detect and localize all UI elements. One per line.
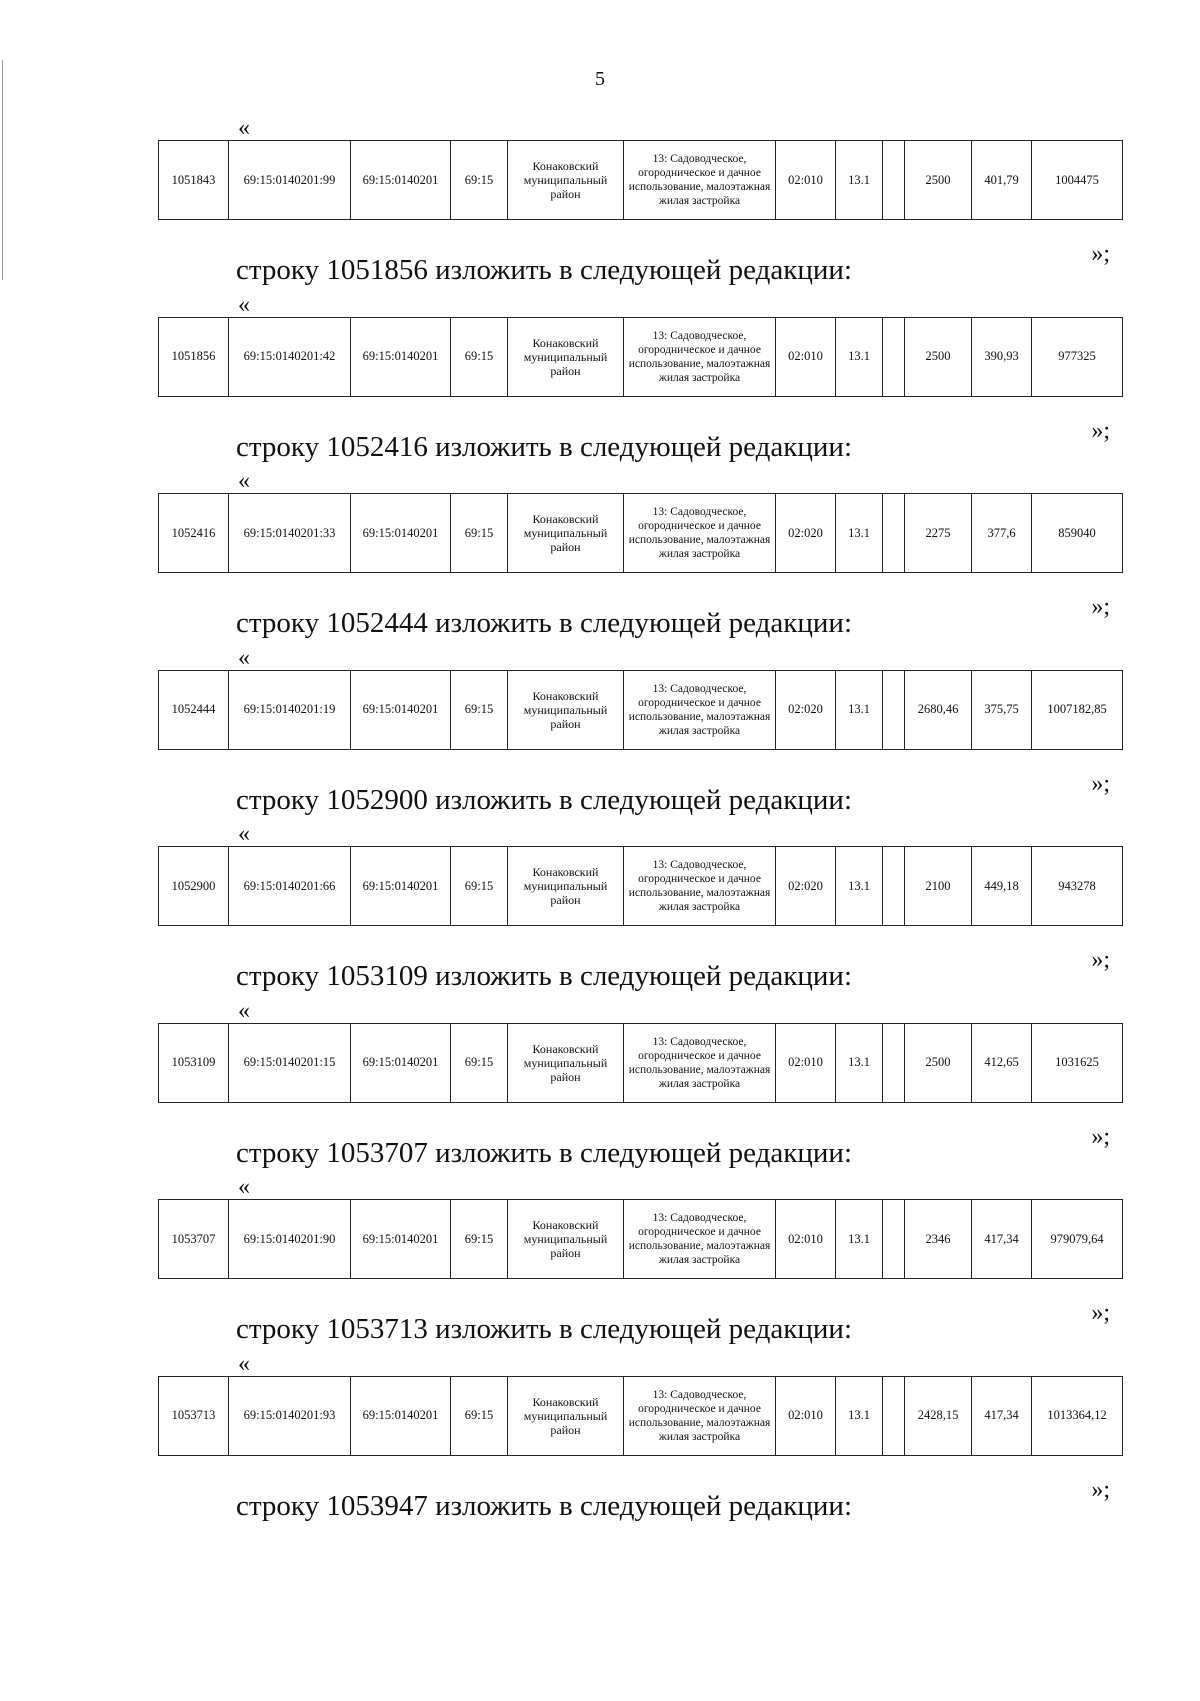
close-quote: »; — [1091, 947, 1110, 973]
cell-group: 13.1 — [836, 847, 883, 926]
cell-empty — [883, 317, 905, 396]
cell-cadastral-quarter: 69:15:0140201 — [351, 1200, 451, 1279]
registry-row-table — [158, 1023, 1123, 1103]
cell-group: 13.1 — [836, 494, 883, 573]
close-quote: »; — [1091, 770, 1110, 797]
registry-row-table — [158, 670, 1123, 750]
cell-cadastral-quarter: 69:15:0140201 — [351, 317, 451, 396]
cell-district-code: 69:15 — [451, 1023, 508, 1102]
table-row — [159, 141, 1123, 220]
cell-empty — [883, 1200, 905, 1279]
amendment-instruction: строку 1052900 изложить в следующей редакции: — [236, 783, 852, 816]
open-quote: « — [238, 644, 250, 671]
amendment-instruction: строку 1051856 изложить в следующей редакции: — [236, 254, 852, 286]
amendment-block — [0, 293, 1200, 469]
cell-specific-value: 412,65 — [972, 1023, 1032, 1102]
cell-empty — [883, 141, 905, 220]
cell-zone-code: 02:020 — [776, 494, 836, 573]
cell-zone-code: 02:020 — [776, 670, 836, 749]
amendment-block — [0, 469, 1200, 645]
cell-cadastral-number: 69:15:0140201:42 — [229, 317, 351, 396]
cell-row-id: 1052900 — [159, 847, 229, 926]
close-quote: »; — [1091, 417, 1110, 444]
amendment-block — [0, 116, 1200, 292]
open-quote: « — [238, 291, 250, 318]
cell-group: 13.1 — [836, 1200, 883, 1279]
cell-district: Конаковский муниципальный район — [508, 847, 624, 926]
open-quote: « — [238, 1350, 250, 1377]
cell-district: Конаковский муниципальный район — [508, 141, 624, 220]
cell-cadastral-number: 69:15:0140201:15 — [229, 1023, 351, 1102]
cell-cadastral-quarter: 69:15:0140201 — [351, 1023, 451, 1102]
page-number: 5 — [595, 68, 605, 90]
table-row — [159, 494, 1123, 573]
table-row — [159, 317, 1123, 396]
cell-purpose: 13: Садоводческое, огородническое и дачное использование, малоэтажная жилая застройка — [624, 847, 776, 926]
table-row — [159, 1023, 1123, 1102]
cell-cadastral-number: 69:15:0140201:93 — [229, 1376, 351, 1455]
registry-row-table — [158, 317, 1123, 397]
registry-row-table — [158, 493, 1123, 573]
close-quote: »; — [1091, 594, 1110, 620]
amendment-block — [0, 646, 1200, 822]
cell-purpose: 13: Садоводческое, огородническое и дачное использование, малоэтажная жилая застройка — [624, 494, 776, 573]
cell-cadastral-value: 979079,64 — [1032, 1200, 1123, 1279]
cell-empty — [883, 494, 905, 573]
cell-district-code: 69:15 — [451, 847, 508, 926]
close-quote: »; — [1091, 1123, 1110, 1150]
open-quote: « — [238, 468, 250, 494]
cell-district: Конаковский муниципальный район — [508, 1376, 624, 1455]
cell-group: 13.1 — [836, 317, 883, 396]
cell-district-code: 69:15 — [451, 141, 508, 220]
cell-zone-code: 02:020 — [776, 847, 836, 926]
cell-specific-value: 401,79 — [972, 141, 1032, 220]
cell-cadastral-number: 69:15:0140201:33 — [229, 494, 351, 573]
amendment-instruction: строку 1052444 изложить в следующей редакции: — [236, 607, 852, 639]
registry-row-table — [158, 140, 1123, 220]
cell-zone-code: 02:010 — [776, 141, 836, 220]
cell-specific-value: 417,34 — [972, 1376, 1032, 1455]
cell-district: Конаковский муниципальный район — [508, 1200, 624, 1279]
cell-purpose: 13: Садоводческое, огородническое и дачное использование, малоэтажная жилая застройка — [624, 141, 776, 220]
cell-district: Конаковский муниципальный район — [508, 670, 624, 749]
cell-specific-value: 377,6 — [972, 494, 1032, 573]
amendment-block — [0, 1352, 1200, 1528]
cell-cadastral-quarter: 69:15:0140201 — [351, 1376, 451, 1455]
table-row — [159, 670, 1123, 749]
amendment-instruction: строку 1053109 изложить в следующей редакции: — [236, 960, 852, 992]
cell-purpose: 13: Садоводческое, огородническое и дачное использование, малоэтажная жилая застройка — [624, 1376, 776, 1455]
cell-cadastral-quarter: 69:15:0140201 — [351, 670, 451, 749]
cell-row-id: 1051856 — [159, 317, 229, 396]
close-quote: »; — [1091, 1476, 1110, 1503]
cell-cadastral-number: 69:15:0140201:99 — [229, 141, 351, 220]
cell-area: 2500 — [905, 317, 972, 396]
cell-specific-value: 375,75 — [972, 670, 1032, 749]
cell-row-id: 1053109 — [159, 1023, 229, 1102]
close-quote: »; — [1091, 1300, 1110, 1326]
cell-row-id: 1053707 — [159, 1200, 229, 1279]
cell-area: 2428,15 — [905, 1376, 972, 1455]
registry-row-table — [158, 1376, 1123, 1456]
cell-cadastral-quarter: 69:15:0140201 — [351, 141, 451, 220]
table-row — [159, 1376, 1123, 1455]
cell-area: 2346 — [905, 1200, 972, 1279]
cell-group: 13.1 — [836, 1376, 883, 1455]
close-quote: »; — [1091, 241, 1110, 267]
cell-purpose: 13: Садоводческое, огородническое и дачное использование, малоэтажная жилая застройка — [624, 670, 776, 749]
cell-district-code: 69:15 — [451, 1376, 508, 1455]
cell-group: 13.1 — [836, 141, 883, 220]
cell-empty — [883, 847, 905, 926]
table-row — [159, 1200, 1123, 1279]
cell-row-id: 1052416 — [159, 494, 229, 573]
registry-row-table — [158, 846, 1123, 926]
cell-district: Конаковский муниципальный район — [508, 317, 624, 396]
cell-cadastral-value: 943278 — [1032, 847, 1123, 926]
cell-area: 2100 — [905, 847, 972, 926]
open-quote: « — [238, 997, 250, 1024]
cell-district-code: 69:15 — [451, 670, 508, 749]
cell-purpose: 13: Садоводческое, огородническое и дачное использование, малоэтажная жилая застройка — [624, 1200, 776, 1279]
cell-specific-value: 449,18 — [972, 847, 1032, 926]
table-row — [159, 847, 1123, 926]
cell-zone-code: 02:010 — [776, 1200, 836, 1279]
cell-district-code: 69:15 — [451, 317, 508, 396]
cell-district-code: 69:15 — [451, 1200, 508, 1279]
cell-empty — [883, 670, 905, 749]
cell-district: Конаковский муниципальный район — [508, 494, 624, 573]
cell-purpose: 13: Садоводческое, огородническое и дачное использование, малоэтажная жилая застройка — [624, 1023, 776, 1102]
open-quote: « — [238, 1174, 250, 1200]
cell-area: 2680,46 — [905, 670, 972, 749]
amendment-block — [0, 1175, 1200, 1351]
amendment-instruction: строку 1053707 изложить в следующей редакции: — [236, 1136, 852, 1169]
cell-zone-code: 02:010 — [776, 317, 836, 396]
cell-district: Конаковский муниципальный район — [508, 1023, 624, 1102]
cell-cadastral-number: 69:15:0140201:66 — [229, 847, 351, 926]
cell-area: 2500 — [905, 1023, 972, 1102]
cell-zone-code: 02:010 — [776, 1376, 836, 1455]
cell-cadastral-number: 69:15:0140201:90 — [229, 1200, 351, 1279]
cell-area: 2500 — [905, 141, 972, 220]
registry-row-table — [158, 1199, 1123, 1279]
cell-cadastral-value: 977325 — [1032, 317, 1123, 396]
cell-empty — [883, 1023, 905, 1102]
cell-row-id: 1052444 — [159, 670, 229, 749]
open-quote: « — [238, 115, 250, 141]
amendment-instruction: строку 1053713 изложить в следующей редакции: — [236, 1313, 852, 1345]
cell-cadastral-value: 859040 — [1032, 494, 1123, 573]
cell-specific-value: 417,34 — [972, 1200, 1032, 1279]
cell-specific-value: 390,93 — [972, 317, 1032, 396]
amendment-instruction: строку 1053947 изложить в следующей редакции: — [236, 1489, 852, 1522]
cell-cadastral-value: 1031625 — [1032, 1023, 1123, 1102]
cell-district-code: 69:15 — [451, 494, 508, 573]
cell-zone-code: 02:010 — [776, 1023, 836, 1102]
amendment-instruction: строку 1052416 изложить в следующей редакции: — [236, 430, 852, 463]
amendment-block — [0, 999, 1200, 1175]
cell-cadastral-quarter: 69:15:0140201 — [351, 847, 451, 926]
cell-row-id: 1051843 — [159, 141, 229, 220]
open-quote: « — [238, 821, 250, 847]
cell-row-id: 1053713 — [159, 1376, 229, 1455]
cell-cadastral-value: 1013364,12 — [1032, 1376, 1123, 1455]
cell-group: 13.1 — [836, 670, 883, 749]
cell-cadastral-value: 1004475 — [1032, 141, 1123, 220]
cell-purpose: 13: Садоводческое, огородническое и дачное использование, малоэтажная жилая застройка — [624, 317, 776, 396]
cell-cadastral-number: 69:15:0140201:19 — [229, 670, 351, 749]
cell-cadastral-quarter: 69:15:0140201 — [351, 494, 451, 573]
cell-area: 2275 — [905, 494, 972, 573]
amendment-block — [0, 822, 1200, 998]
cell-empty — [883, 1376, 905, 1455]
cell-cadastral-value: 1007182,85 — [1032, 670, 1123, 749]
cell-group: 13.1 — [836, 1023, 883, 1102]
